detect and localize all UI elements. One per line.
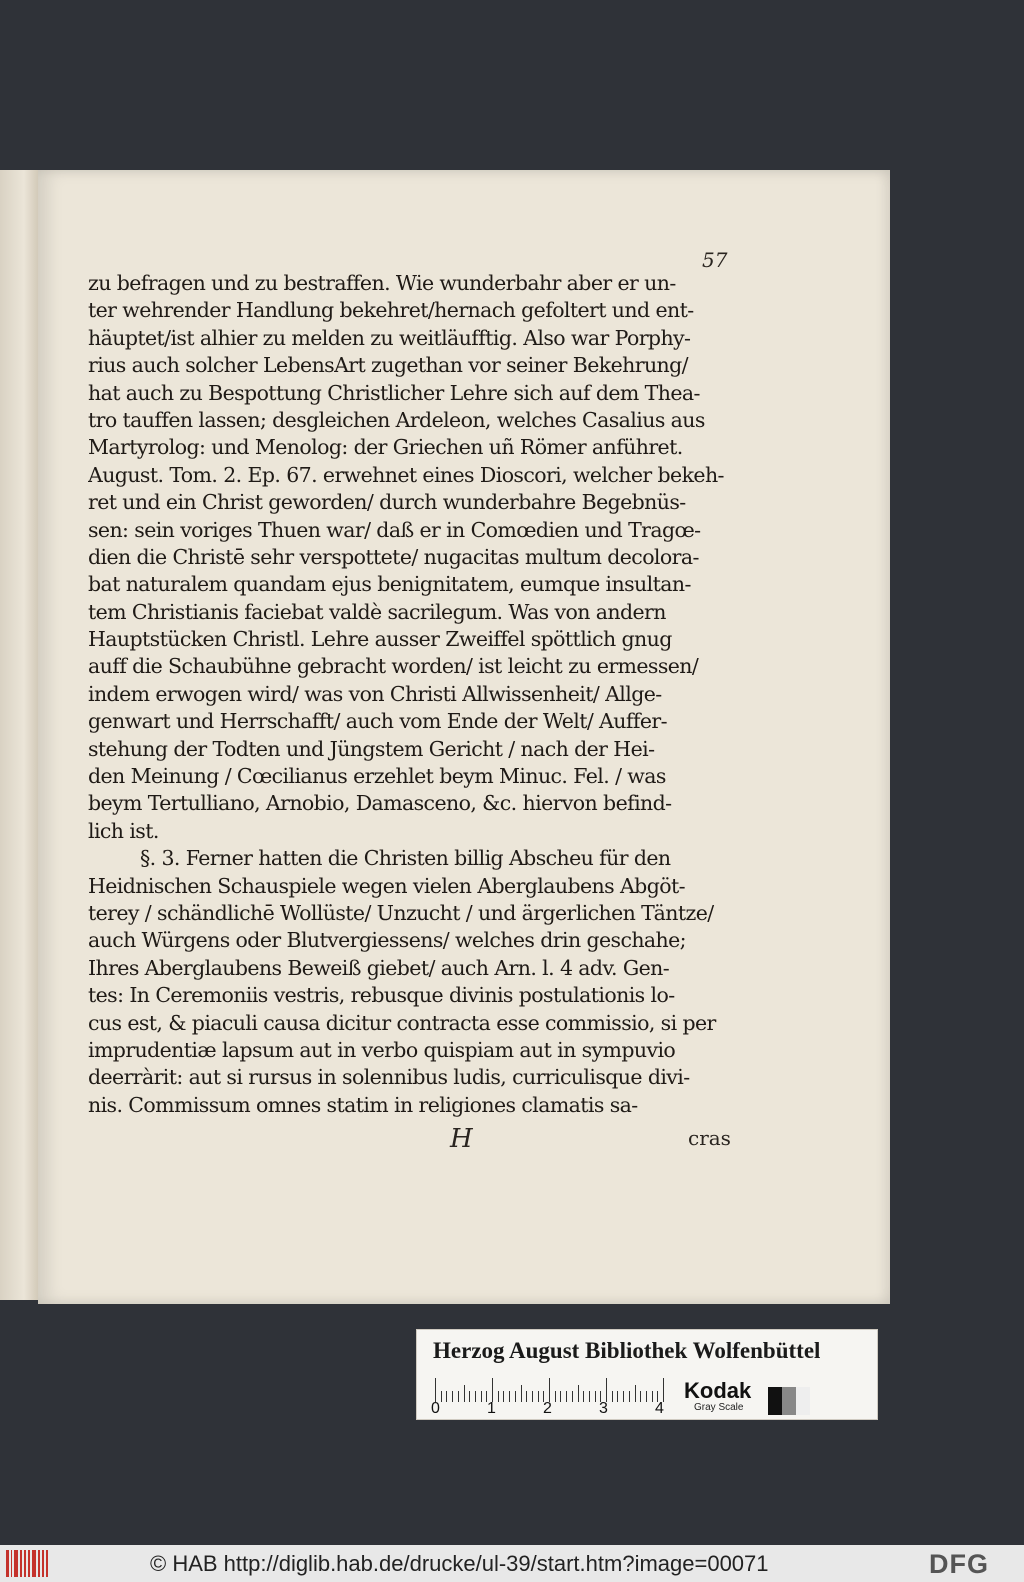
ruler-tick xyxy=(663,1378,664,1402)
text-line: sen: sein voriges Thuen war/ daß er in Comœdien und Tragœ- xyxy=(88,517,701,542)
gray-patch xyxy=(768,1387,810,1415)
gray-scale-label: Gray Scale xyxy=(694,1402,744,1413)
color-calibration-card xyxy=(416,1329,878,1420)
text-line: rius auch solcher LebensArt zugethan vor seiner Bekehrung/ xyxy=(88,353,688,378)
ruler-number: 0 xyxy=(431,1400,440,1417)
signature-mark: H xyxy=(450,1124,473,1154)
ruler-tick xyxy=(606,1378,607,1402)
text-line: auch Würgens oder Blutvergiessens/ welches drin geschahe; xyxy=(88,928,686,953)
text-line: Hauptstücken Christl. Lehre ausser Zweiffel spöttlich gnug xyxy=(88,627,672,652)
ruler-number: 3 xyxy=(599,1400,608,1417)
kodak-logo: Kodak xyxy=(684,1378,752,1403)
ruler-scale xyxy=(435,1378,667,1402)
text-line: ter wehrender Handlung bekehret/hernach gefoltert und ent- xyxy=(88,298,694,323)
text-line: stehung der Todten und Jüngstem Gericht / nach der Hei- xyxy=(88,736,655,761)
facing-page-edge xyxy=(0,170,40,1300)
ruler-numbers xyxy=(431,1400,681,1418)
ruler-tick xyxy=(492,1378,493,1402)
text-line: ret und ein Christ geworden/ durch wunderbahre Begebnüs- xyxy=(88,490,686,515)
text-line: häuptet/ist alhier zu melden zu weitläufftig. Also war Porphy- xyxy=(88,325,691,350)
card-title: Herzog August Bibliothek Wolfenbüttel xyxy=(433,1338,821,1363)
page-number: 57 xyxy=(702,248,728,272)
text-line: terey / schändlichē Wollüste/ Unzucht / und ärgerlichen Täntze/ xyxy=(88,900,714,925)
text-line: Martyrolog: und Menolog: der Griechen uñ Römer anführet. xyxy=(88,435,683,460)
ruler-tick xyxy=(435,1378,436,1402)
text-line: Heidnischen Schauspiele wegen vielen Aberglaubens Abgöt- xyxy=(88,873,685,898)
text-line: hat auch zu Bespottung Christlicher Lehre sich auf dem Thea- xyxy=(88,380,700,405)
text-line: zu befragen und zu bestraffen. Wie wunderbahr aber er un- xyxy=(88,271,676,295)
text-line: indem erwogen wird/ was von Christi Allwissenheit/ Allge- xyxy=(88,681,662,706)
footer-bar xyxy=(0,1545,1024,1582)
book-page xyxy=(38,170,890,1304)
text-line: §. 3. Ferner hatten die Christen billig Abscheu für den xyxy=(140,846,671,871)
page-text xyxy=(88,270,736,1119)
ruler-number: 2 xyxy=(543,1400,552,1417)
text-line: den Meinung / Cœcilianus erzehlet beym Minuc. Fel. / was xyxy=(88,764,666,789)
text-line: imprudentiæ lapsum aut in verbo quispiam aut in sympuvio xyxy=(88,1037,676,1062)
text-line: auff die Schaubühne gebracht worden/ ist leicht zu ermessen/ xyxy=(88,654,699,679)
text-line: tes: In Ceremoniis vestris, rebusque divinis postulationis lo- xyxy=(88,983,675,1008)
text-line: genwart und Herrschafft/ auch vom Ende der Welt/ Auffer- xyxy=(88,709,667,734)
text-line: tem Christianis faciebat valdè sacrilegum. Was von andern xyxy=(88,599,666,624)
text-line: bat naturalem quandam ejus benignitatem, eumque insultan- xyxy=(88,572,691,597)
text-line: cus est, & piaculi causa dicitur contracta esse commissio, si per xyxy=(88,1010,716,1035)
footer-link[interactable]: © HAB http://diglib.hab.de/drucke/ul-39/start.htm?image=00071 xyxy=(150,1551,769,1576)
text-line: Ihres Aberglaubens Beweiß giebet/ auch Arn. l. 4 adv. Gen- xyxy=(88,955,670,980)
ruler-number: 1 xyxy=(487,1400,496,1417)
dfg-logo: DFG xyxy=(929,1549,989,1579)
text-line: nis. Commissum omnes statim in religiones clamatis sa- xyxy=(88,1092,638,1117)
text-line: dien die Christē sehr verspottete/ nugacitas multum decolora- xyxy=(88,544,699,569)
text-line: lich ist. xyxy=(88,818,159,843)
text-line: deerràrit: aut si rursus in solennibus ludis, curriculisque divi- xyxy=(88,1065,690,1090)
text-line: beym Tertulliano, Arnobio, Damasceno, &c. hiervon befind- xyxy=(88,791,672,816)
text-line: August. Tom. 2. Ep. 67. erwehnet eines Dioscori, welcher bekeh- xyxy=(88,462,724,487)
catchword: cras xyxy=(688,1126,731,1150)
ruler-number: 4 xyxy=(655,1400,664,1417)
ruler-tick xyxy=(549,1378,550,1402)
hab-logo-icon xyxy=(6,1550,48,1577)
text-line: tro tauffen lassen; desgleichen Ardeleon, welches Casalius aus xyxy=(88,407,705,432)
